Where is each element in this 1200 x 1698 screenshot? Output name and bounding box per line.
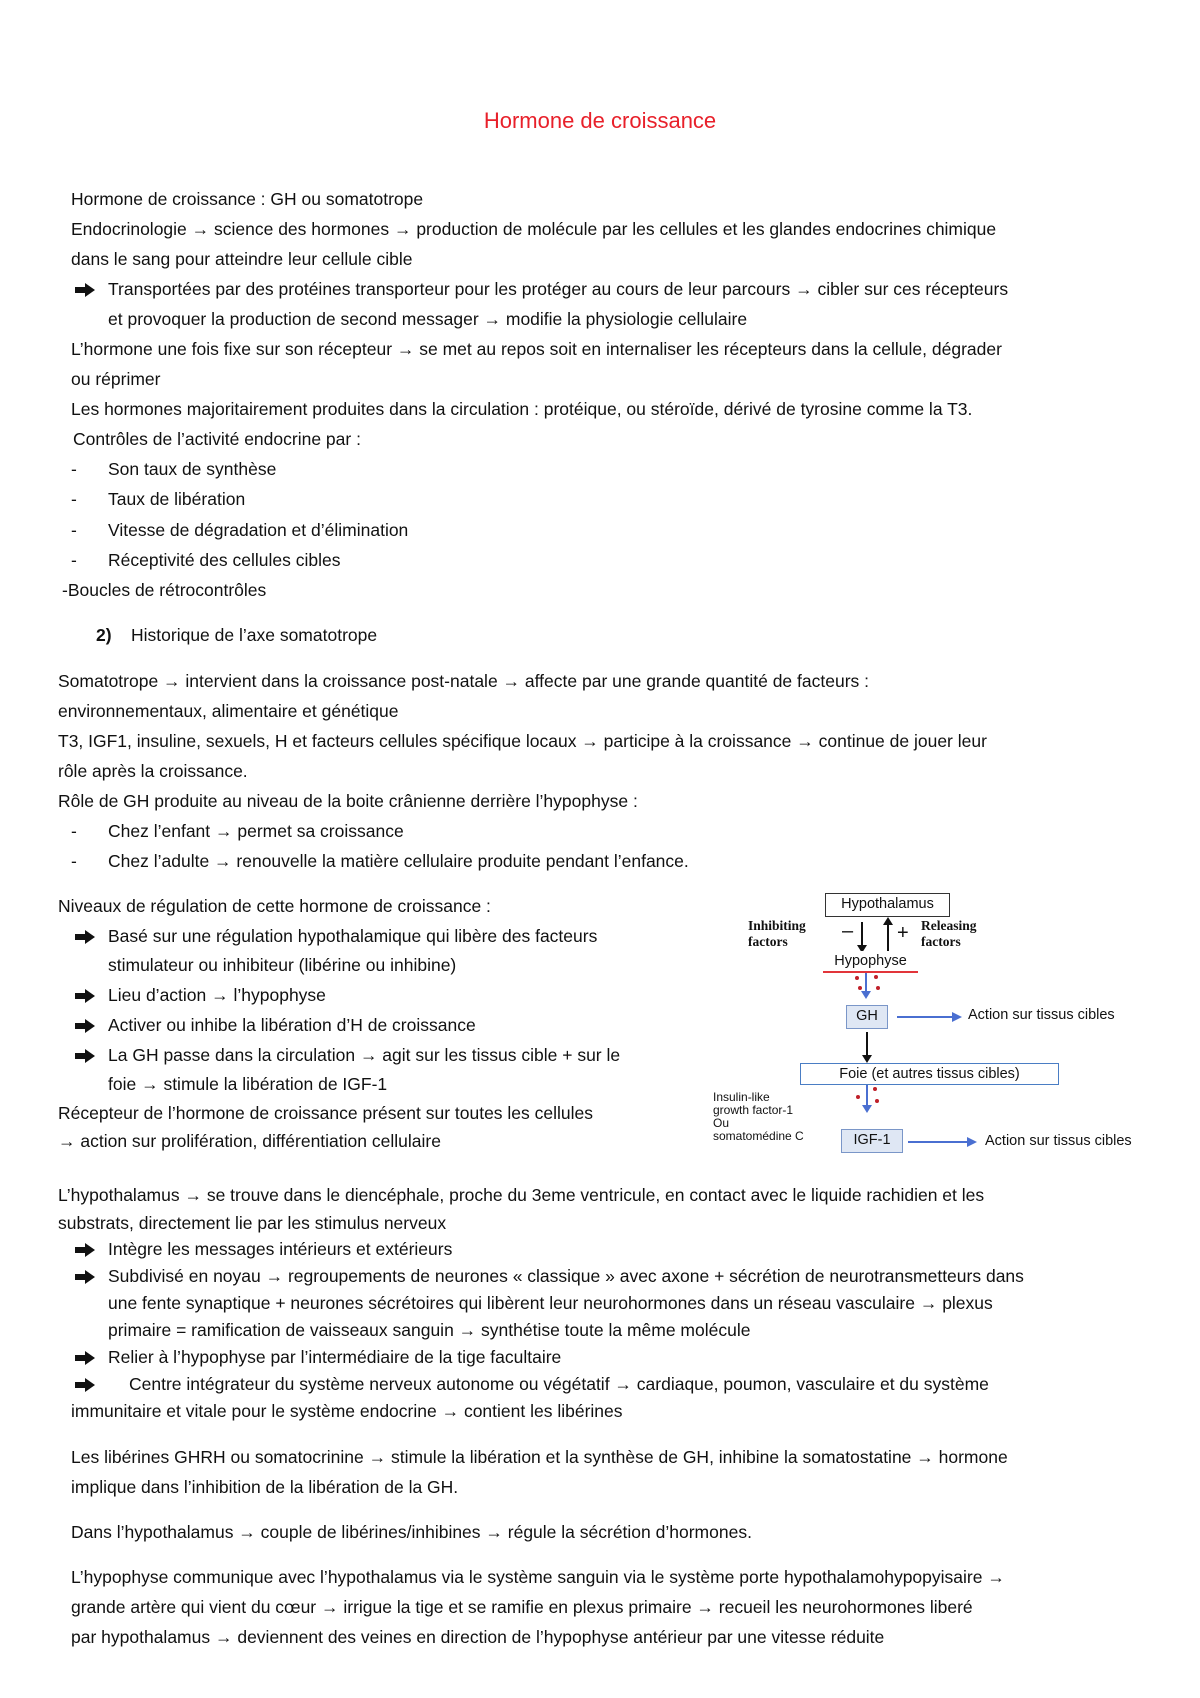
gh-regulation-diagram	[700, 885, 1200, 1170]
text-line: grande artère qui vient du cœur → irrigue la tige et se ramifie en plexus primaire → recueil les neurohormones liberé	[71, 1597, 973, 1617]
bullet-text: Centre intégrateur du système nerveux autonome ou végétatif → cardiaque, poumon, vasculaire et du système	[129, 1374, 989, 1394]
bullet-arrow-icon	[74, 988, 96, 1004]
bullet-text: foie → stimule la libération de IGF-1	[108, 1074, 388, 1094]
action-label-1: Action sur tissus cibles	[968, 1007, 1115, 1023]
insulin-label: Insulin-like	[713, 1090, 770, 1104]
text-line: -Boucles de rétrocontrôles	[62, 580, 267, 600]
minus-sign: –	[842, 920, 854, 942]
bullet-text: stimulateur ou inhibiteur (libérine ou inhibine)	[108, 955, 457, 975]
bullet-arrow-icon	[74, 1269, 96, 1285]
inhibiting-label: Inhibiting	[748, 918, 806, 933]
text-line: L’hypophyse communique avec l’hypothalamus via le système sanguin via le système porte hypothalamohypopyisaire →	[71, 1567, 1005, 1587]
bullet-text: une fente synaptique + neurones sécrétoires qui libèrent leur neurohormones dans un réseau vasculaire → plexus	[108, 1293, 993, 1313]
bullet-text: Activer ou inhibe la libération d’H de croissance	[108, 1015, 476, 1035]
text-line: implique dans l’inhibition de la libération de la GH.	[71, 1477, 459, 1497]
list-item: Réceptivité des cellules cibles	[108, 550, 341, 570]
bullet-arrow-icon	[74, 1377, 96, 1393]
igf1-box: IGF-1	[841, 1129, 903, 1153]
bullet-arrow-icon	[74, 1350, 96, 1366]
text-line: T3, IGF1, insuline, sexuels, H et facteurs cellules spécifique locaux → participe à la croissance → continue de jouer leur	[58, 731, 987, 751]
text-line: Dans l’hypothalamus → couple de libérines/inhibines → régule la sécrétion d’hormones.	[71, 1522, 752, 1542]
bullet-text: La GH passe dans la circulation → agit sur les tissus cible + sur le	[108, 1045, 621, 1065]
text-line: Contrôles de l’activité endocrine par :	[73, 429, 361, 449]
bullet-text: Relier à l’hypophyse par l’intermédiaire de la tige facultaire	[108, 1347, 562, 1367]
text-line: L’hypothalamus → se trouve dans le diencéphale, proche du 3eme ventricule, en contact avec le liquide rachidien et les	[58, 1185, 985, 1205]
list-item: Vitesse de dégradation et d’élimination	[108, 520, 409, 540]
text-line: substrats, directement lie par les stimulus nerveux	[58, 1213, 447, 1233]
text-line: par hypothalamus → deviennent des veines en direction de l’hypophyse antérieur par une vitesse réduite	[71, 1627, 885, 1647]
dash-bullet: -	[71, 459, 77, 479]
text-line: Les hormones majoritairement produites dans la circulation : protéique, ou stéroïde, dérivé de tyrosine comme la T3.	[71, 399, 973, 419]
text-line: L’hormone une fois fixe sur son récepteur → se met au repos soit en internaliser les récepteurs dans la cellule, dégrader	[71, 339, 1002, 359]
bullet-text: Subdivisé en noyau → regroupements de neurones « classique » avec axone + sécrétion de neurotransmetteurs dans	[108, 1266, 1024, 1286]
insulin-label-2: growth factor-1	[713, 1103, 794, 1117]
plus-sign: +	[897, 922, 909, 944]
bullet-text: Basé sur une régulation hypothalamique qui libère des facteurs	[108, 926, 598, 946]
section-heading: Historique de l’axe somatotrope	[131, 625, 378, 645]
list-item: Taux de libération	[108, 489, 246, 509]
list-item: Chez l’enfant → permet sa croissance	[108, 821, 404, 841]
insulin-label-4: somatomédine C	[713, 1129, 804, 1143]
hypophyse-box: Hypophyse	[823, 951, 918, 973]
dash-bullet: -	[71, 821, 77, 841]
bullet-text: primaire = ramification de vaisseaux sanguin → synthétise toute la même molécule	[108, 1320, 751, 1340]
releasing-label: Releasing	[921, 918, 977, 933]
text-line: → action sur prolifération, différentiation cellulaire	[58, 1131, 441, 1151]
bullet-text: Lieu d’action → l’hypophyse	[108, 985, 326, 1005]
inhibiting-label-2: factors	[748, 934, 788, 949]
dash-bullet: -	[71, 550, 77, 570]
text-line: dans le sang pour atteindre leur cellule cible	[71, 249, 413, 269]
list-item: Son taux de synthèse	[108, 459, 277, 479]
document-title: Hormone de croissance	[483, 108, 717, 133]
text-line: Récepteur de l’hormone de croissance présent sur toutes les cellules	[58, 1103, 594, 1123]
text-line: ou réprimer	[71, 369, 161, 389]
dash-bullet: -	[71, 851, 77, 871]
bullet-arrow-icon	[74, 1242, 96, 1258]
bullet-arrow-icon	[74, 282, 96, 298]
text-line: Hormone de croissance : GH ou somatotrope	[71, 189, 424, 209]
dash-bullet: -	[71, 520, 77, 540]
bullet-arrow-icon	[74, 1048, 96, 1064]
text-line: Endocrinologie → science des hormones → production de molécule par les cellules et les glandes endocrines chimique	[71, 219, 997, 239]
section-number: 2)	[96, 625, 112, 645]
bullet-arrow-icon	[74, 929, 96, 945]
text-line: rôle après la croissance.	[58, 761, 248, 781]
bullet-text: Intègre les messages intérieurs et extérieurs	[108, 1239, 453, 1259]
bullet-arrow-icon	[74, 1018, 96, 1034]
text-line: Rôle de GH produite au niveau de la boite crânienne derrière l’hypophyse :	[58, 791, 638, 811]
bullet-text: Transportées par des protéines transporteur pour les protéger au cours de leur parcours → cibler sur ces récepteurs	[108, 279, 1009, 299]
action-label-2: Action sur tissus cibles	[985, 1133, 1132, 1149]
gh-box: GH	[846, 1005, 888, 1029]
releasing-label-2: factors	[921, 934, 961, 949]
text-line: Somatotrope → intervient dans la croissance post-natale → affecte par une grande quantité de facteurs :	[58, 671, 869, 691]
dash-bullet: -	[71, 489, 77, 509]
foie-box: Foie (et autres tissus cibles)	[800, 1063, 1059, 1085]
text-line: Les libérines GHRH ou somatocrinine → stimule la libération et la synthèse de GH, inhibine la somatostatine → hormone	[71, 1447, 1008, 1467]
bullet-text: et provoquer la production de second messager → modifie la physiologie cellulaire	[108, 309, 748, 329]
text-line: immunitaire et vitale pour le système endocrine → contient les libérines	[71, 1401, 623, 1421]
list-item: Chez l’adulte → renouvelle la matière cellulaire produite pendant l’enfance.	[108, 851, 689, 871]
text-line: environnementaux, alimentaire et génétique	[58, 701, 399, 721]
insulin-label-3: Ou	[713, 1116, 730, 1130]
hypothalamus-box: Hypothalamus	[825, 893, 950, 917]
text-line: Niveaux de régulation de cette hormone de croissance :	[58, 896, 491, 916]
